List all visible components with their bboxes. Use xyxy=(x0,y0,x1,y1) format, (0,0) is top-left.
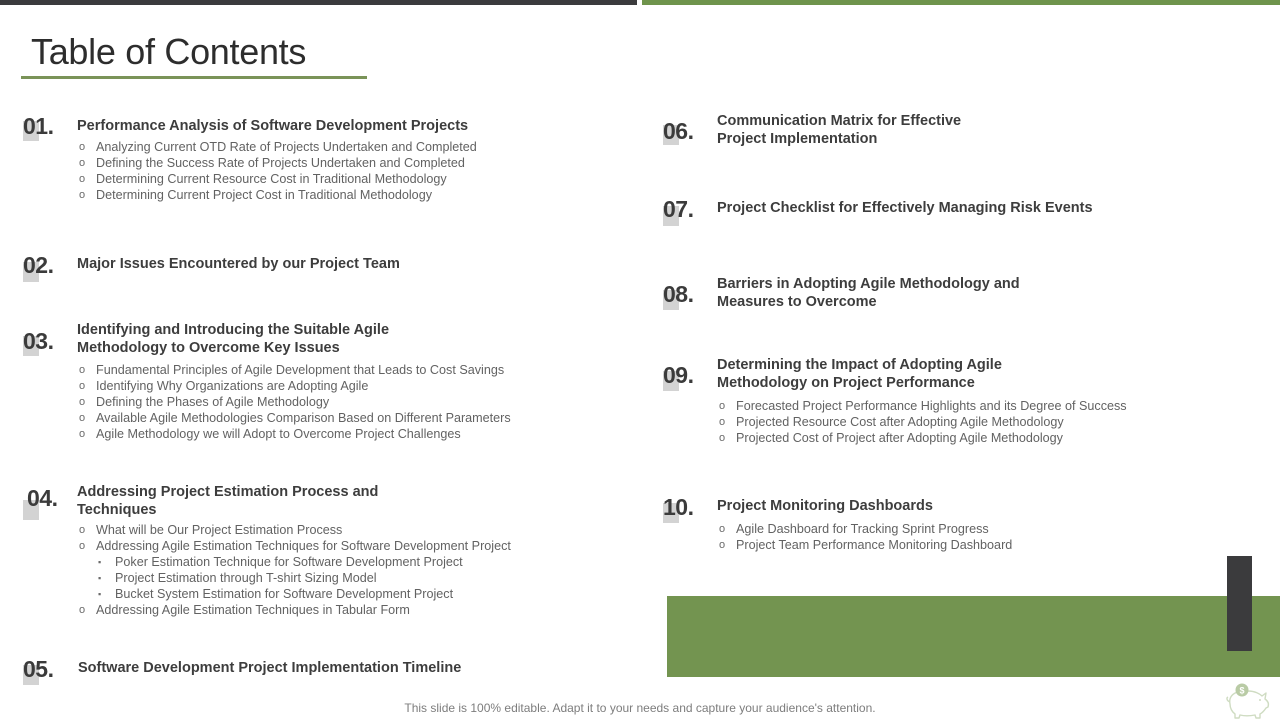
sub-item: o Defining the Success Rate of Projects Undertaken and Completed xyxy=(79,156,465,170)
sub-item: o Available Agile Methodologies Comparison Based on Different Parameters xyxy=(79,411,511,425)
decorative-green-block xyxy=(667,596,1280,677)
sub-sub-item: ▪ Poker Estimation Technique for Software Development Project xyxy=(98,555,463,569)
item-heading: Software Development Project Implementation Timeline xyxy=(78,660,462,676)
item-heading: Determining the Impact of Adopting Agile Methodology on Project Performance xyxy=(717,357,1002,391)
sub-item: o Addressing Agile Estimation Techniques for Software Development Project xyxy=(79,539,511,553)
decorative-dark-bar xyxy=(1227,556,1252,651)
circle-bullet-icon: o xyxy=(719,400,726,412)
item-heading: Identifying and Introducing the Suitable Agile Methodology to Overcome Key Issues xyxy=(77,322,390,356)
top-bar-green xyxy=(642,0,1280,5)
sub-list xyxy=(79,522,511,618)
circle-bullet-icon: o xyxy=(79,412,86,424)
sub-item: o Project Team Performance Monitoring Dashboard xyxy=(719,538,1013,552)
sub-item: o Defining the Phases of Agile Methodology xyxy=(79,395,330,409)
item-number: 05. xyxy=(23,656,77,686)
circle-bullet-icon: o xyxy=(79,141,86,153)
item-heading: Communication Matrix for Effective Project Implementation xyxy=(717,113,962,147)
circle-bullet-icon: o xyxy=(719,432,726,444)
sub-item: o What will be Our Project Estimation Process xyxy=(79,523,343,537)
circle-bullet-icon: o xyxy=(719,416,726,428)
item-heading: Performance Analysis of Software Development Projects xyxy=(77,118,469,134)
item-number: 02. xyxy=(23,252,77,282)
square-bullet-icon: ▪ xyxy=(98,589,102,599)
sub-sub-item: ▪ Project Estimation through T-shirt Sizing Model xyxy=(98,571,377,585)
sub-item: o Analyzing Current OTD Rate of Projects Undertaken and Completed xyxy=(79,140,477,154)
sub-list xyxy=(719,521,1012,553)
item-number: 07. xyxy=(663,196,717,226)
sub-item: o Agile Dashboard for Tracking Sprint Progress xyxy=(719,522,989,536)
item-number: 08. xyxy=(663,281,717,311)
footer-note: This slide is 100% editable. Adapt it to your needs and capture your audience's attention. xyxy=(404,701,876,715)
sub-list xyxy=(79,362,511,442)
sub-sub-item: ▪ Bucket System Estimation for Software Development Project xyxy=(98,587,454,601)
sub-list xyxy=(719,398,1127,446)
circle-bullet-icon: o xyxy=(79,428,86,440)
square-bullet-icon: ▪ xyxy=(98,573,102,583)
item-heading: Project Monitoring Dashboards xyxy=(717,498,933,514)
item-number: 06. xyxy=(663,118,694,144)
sub-item: o Identifying Why Organizations are Adopting Agile xyxy=(79,379,369,393)
sub-item: o Projected Cost of Project after Adopting Agile Methodology xyxy=(719,431,1063,445)
top-bar-dark xyxy=(0,0,637,5)
item-heading: Barriers in Adopting Agile Methodology and Measures to Overcome xyxy=(717,276,1020,310)
sub-list xyxy=(79,139,477,203)
item-heading: Major Issues Encountered by our Project Team xyxy=(77,256,400,272)
circle-bullet-icon: o xyxy=(79,189,86,201)
circle-bullet-icon: o xyxy=(79,157,86,169)
item-number: 03. xyxy=(23,328,54,354)
item-number: 10. xyxy=(663,494,717,524)
item-number: 09. xyxy=(663,362,717,392)
sub-item: o Determining Current Project Cost in Traditional Methodology xyxy=(79,188,432,202)
item-heading: Addressing Project Estimation Process and Techniques xyxy=(77,484,379,518)
square-bullet-icon: ▪ xyxy=(98,557,102,567)
sub-item: o Forecasted Project Performance Highlights and its Degree of Success xyxy=(719,399,1127,413)
item-heading: Project Checklist for Effectively Managing Risk Events xyxy=(717,200,1093,216)
item-number: 04. xyxy=(23,485,77,515)
title-underline xyxy=(21,76,367,79)
item-number: 01. xyxy=(23,113,54,139)
circle-bullet-icon: o xyxy=(719,539,726,551)
circle-bullet-icon: o xyxy=(79,604,86,616)
sub-item: o Projected Resource Cost after Adopting Agile Methodology xyxy=(719,415,1064,429)
circle-bullet-icon: o xyxy=(719,523,726,535)
circle-bullet-icon: o xyxy=(79,540,86,552)
piggy-bank-icon xyxy=(1222,680,1272,720)
sub-item: o Addressing Agile Estimation Techniques in Tabular Form xyxy=(79,603,410,617)
page-title: Table of Contents xyxy=(31,31,307,72)
sub-item: o Determining Current Resource Cost in Traditional Methodology xyxy=(79,172,447,186)
svg-text:$: $ xyxy=(1239,685,1245,696)
sub-item: o Agile Methodology we will Adopt to Overcome Project Challenges xyxy=(79,427,461,441)
circle-bullet-icon: o xyxy=(79,364,86,376)
sub-item: o Fundamental Principles of Agile Development that Leads to Cost Savings xyxy=(79,363,505,377)
circle-bullet-icon: o xyxy=(79,380,86,392)
circle-bullet-icon: o xyxy=(79,524,86,536)
circle-bullet-icon: o xyxy=(79,396,86,408)
circle-bullet-icon: o xyxy=(79,173,86,185)
